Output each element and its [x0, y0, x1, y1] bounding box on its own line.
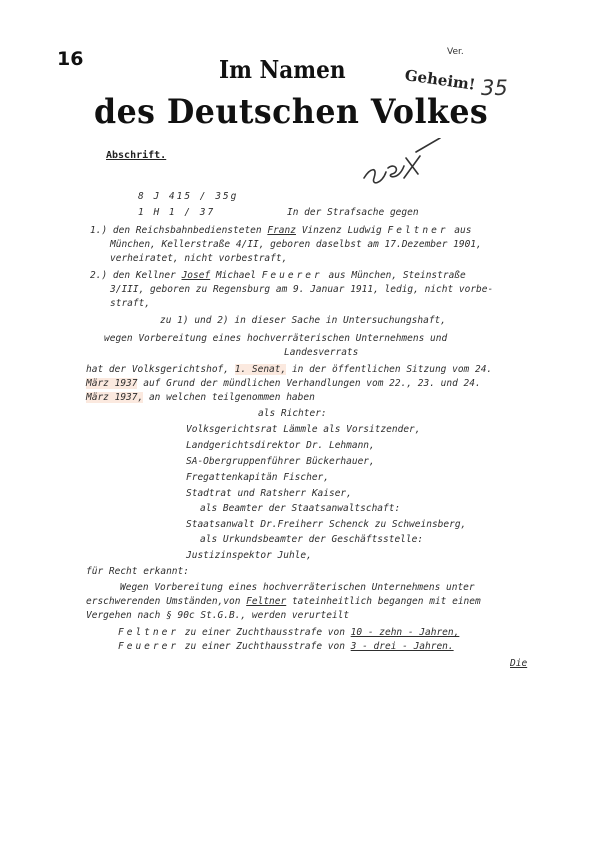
judge-4: Fregattenkapitän Fischer, — [186, 472, 329, 483]
secret-stamp: Geheim! — [403, 66, 477, 94]
sentence-2-name: Feuerer — [118, 641, 180, 652]
corner-mark: Ver. — [447, 47, 464, 57]
sentence-2-text: zu einer Zuchthausstrafe von — [184, 641, 345, 652]
sentence-1-name: Feltner — [118, 627, 180, 638]
judge-2: Landgerichtsdirektor Dr. Lehmann, — [186, 440, 375, 451]
case-intro: In der Strafsache gegen — [287, 207, 419, 218]
court-line-1-text: hat der Volksgerichtshof, — [86, 364, 229, 375]
accused-2-from: aus München, Steinstraße — [328, 270, 466, 281]
sentence-2 — [118, 641, 454, 652]
title-line-1: Im Namen — [219, 55, 346, 84]
file-reference-1: 8 J 415 / 35g — [138, 191, 239, 202]
sentence-1 — [118, 627, 459, 638]
accused-1-line-3: verheiratet, nicht vorbestraft, — [110, 253, 288, 264]
sentence-2-term: 3 - drei - Jahren. — [350, 641, 454, 652]
page-number: 16 — [57, 48, 84, 70]
clerk: Justizinspektor Juhle, — [186, 550, 312, 561]
accused-2-middle-name: Michael — [215, 270, 256, 281]
accused-1-line-2: München, Kellerstraße 4/II, geboren daselbst am 17.Dezember 1901, — [110, 239, 482, 250]
accused-2-number: 2.) — [90, 270, 108, 281]
charge-line-1: wegen Vorbereitung eines hochverräterischen Unternehmens und — [104, 333, 448, 344]
verdict-line-3: Vergehen nach § 90c St.G.B., werden verurteilt — [86, 610, 350, 621]
verdict-line-2 — [86, 596, 481, 607]
accused-2-line-2: 3/III, geboren zu Regensburg am 9. Januar 1911, ledig, nicht vorbe- — [110, 284, 494, 295]
accused-1-middle-names: Vinzenz Ludwig — [301, 225, 382, 236]
custody-line: zu 1) und 2) in dieser Sache in Untersuchungshaft, — [160, 315, 446, 326]
verdict-line-2-rest: tateinheitlich begangen mit einem — [291, 596, 481, 607]
sentence-1-text: zu einer Zuchthausstrafe von — [184, 627, 345, 638]
court-senate: 1. Senat, — [234, 364, 287, 375]
verdict-line-2-text: erschwerenden Umständen,von — [86, 596, 241, 607]
accused-1-given-name: Franz — [267, 225, 296, 236]
verdict-intro: für Recht erkannt: — [86, 566, 189, 577]
judge-5: Stadtrat und Ratsherr Kaiser, — [186, 488, 352, 499]
verdict-name: Feltner — [246, 596, 287, 607]
court-line-3 — [86, 392, 315, 403]
accused-2-line-3: straft, — [110, 298, 151, 309]
judge-1: Volksgerichtsrat Lämmle als Vorsitzender, — [186, 424, 421, 435]
accused-1-occupation: den Reichsbahnbediensteten — [112, 225, 262, 236]
judges-heading: als Richter: — [258, 408, 327, 419]
court-date-1: März 1937 — [86, 378, 138, 389]
file-reference-2: 1 H 1 / 37 — [138, 207, 216, 218]
catchword: Die — [510, 658, 528, 669]
title-line-2: des Deutschen Volkes — [94, 92, 489, 132]
court-line-1-session: in der öffentlichen Sitzung vom 24. — [291, 364, 493, 375]
accused-2-given-name: Josef — [181, 270, 211, 281]
prosecution-heading: als Beamter der Staatsanwaltschaft: — [200, 503, 401, 514]
sentence-1-term: 10 - zehn - Jahren, — [350, 627, 460, 638]
handwritten-number: 35 — [481, 76, 508, 100]
court-line-3-text: an welchen teilgenommen haben — [148, 392, 315, 403]
charge-line-2: Landesverrats — [284, 347, 359, 358]
court-line-2-text: auf Grund der mündlichen Verhandlungen vom 22., 23. und 24. — [143, 378, 481, 389]
judge-3: SA-Obergruppenführer Bückerhauer, — [186, 456, 375, 467]
court-line-1 — [86, 364, 492, 375]
prosecutor: Staatsanwalt Dr.Freiherr Schenck zu Schweinsberg, — [186, 519, 467, 530]
clerk-heading: als Urkundsbeamter der Geschäftsstelle: — [200, 534, 424, 545]
accused-2-occupation: den Kellner — [112, 270, 176, 281]
accused-2-line-1 — [90, 270, 466, 281]
handwritten-scribble-icon — [356, 138, 442, 194]
accused-1-surname: Feltner — [387, 225, 449, 236]
accused-1-from: aus — [454, 225, 472, 236]
court-line-2 — [86, 378, 481, 389]
accused-1-number: 1.) — [90, 225, 108, 236]
accused-1-line-1 — [90, 225, 471, 236]
court-date-2: März 1937, — [86, 392, 144, 403]
copy-label: Abschrift. — [106, 150, 167, 161]
accused-2-surname: Feuerer — [261, 270, 323, 281]
verdict-line-1: Wegen Vorbereitung eines hochverräterischen Unternehmens unter — [120, 582, 475, 593]
